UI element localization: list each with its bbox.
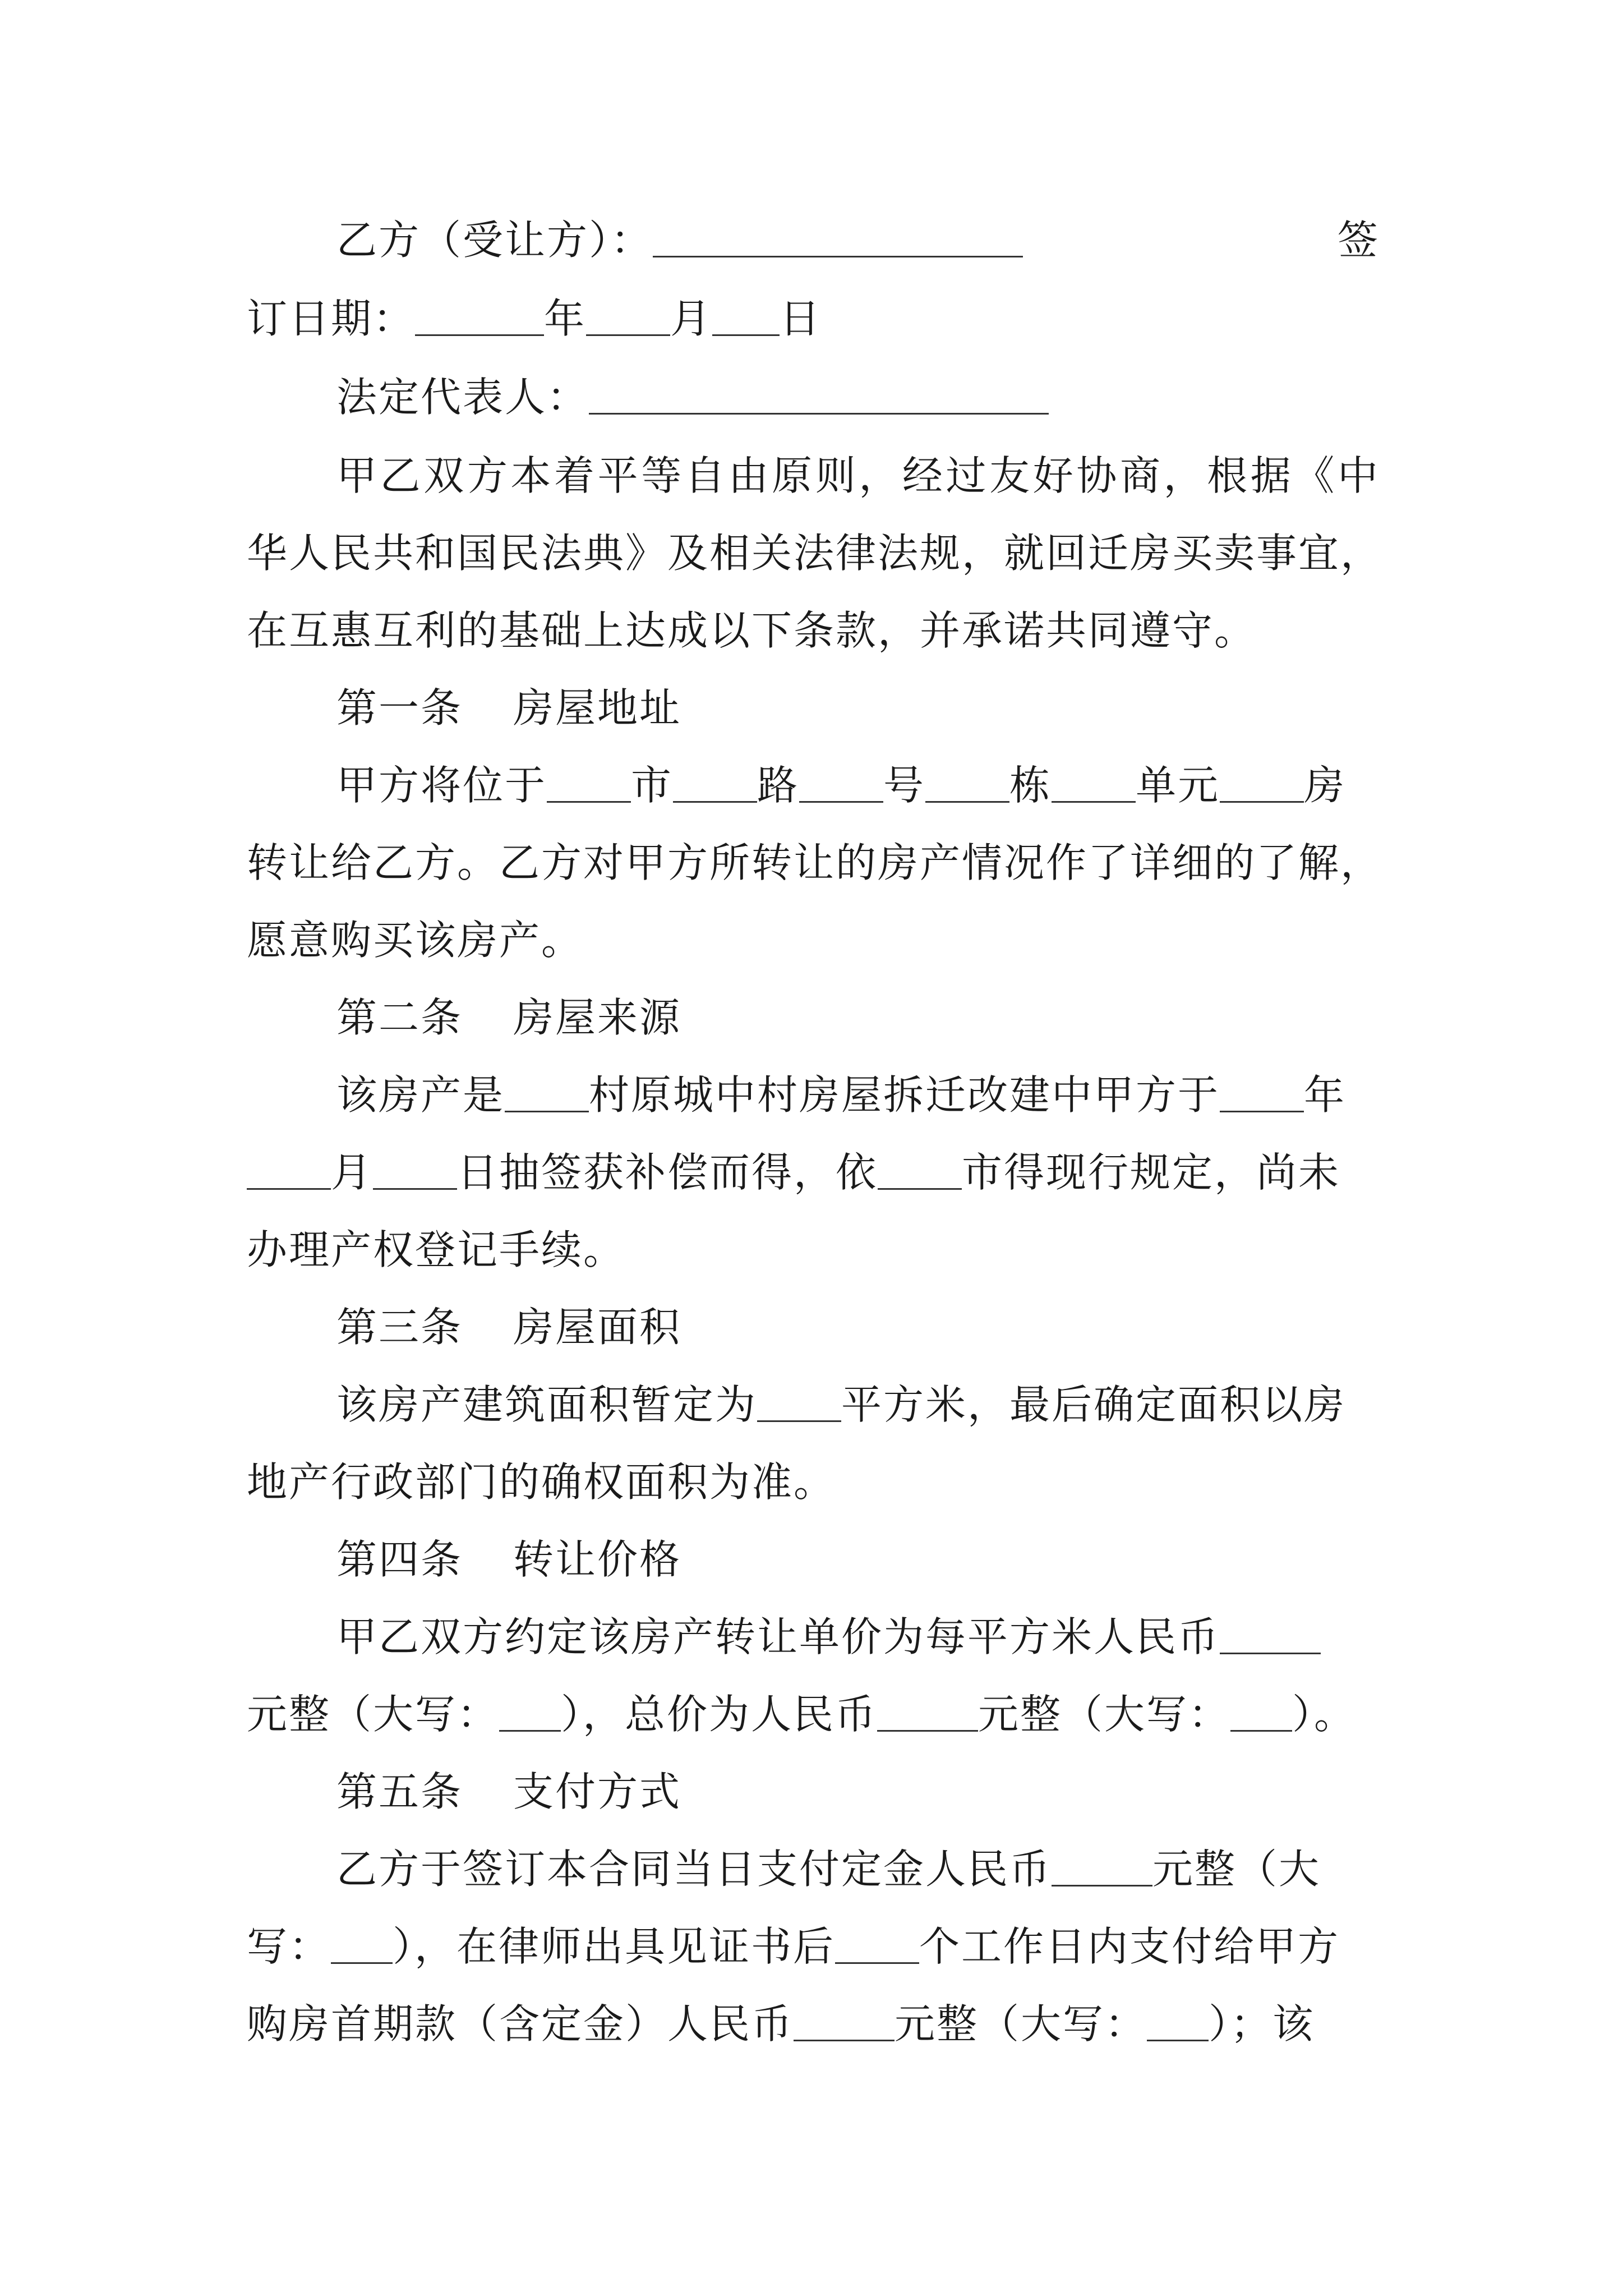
year-label: 年 [1304, 1071, 1347, 1119]
article-2-line-1 [247, 1068, 1380, 1122]
article-4-line-1 [247, 1610, 1380, 1664]
article-5-text: ）；该 [1209, 2000, 1315, 2047]
year-blank[interactable] [415, 300, 544, 336]
article-4-heading [247, 1533, 1380, 1586]
building-blank[interactable] [925, 766, 1009, 803]
article-4-text: ）。 [1292, 1691, 1357, 1738]
article-4-text: 元整（大写： [978, 1691, 1231, 1738]
article-2-text: 村原城中村房屋拆迁改建中甲方于 [589, 1071, 1220, 1119]
article-5-text: 元整（大写： [895, 2000, 1147, 2047]
article-5-text: 乙方于签订本合同当日支付定金人民币 [336, 1846, 1052, 1893]
article-1-title: 房屋地址 [513, 684, 682, 731]
article-5-line-2 [247, 1920, 1380, 1973]
city-label: 市 [631, 762, 674, 809]
day-blank[interactable] [712, 300, 780, 336]
month-label: 月 [670, 295, 713, 342]
total-price-blank[interactable] [877, 1695, 978, 1732]
month-label: 月 [331, 1149, 374, 1196]
month-blank[interactable] [586, 300, 670, 336]
article-2-text: 该房产是 [336, 1071, 505, 1119]
unit-label: 单元 [1136, 762, 1220, 809]
total-price-words-blank[interactable] [1230, 1695, 1292, 1732]
article-4-line-2 [247, 1687, 1380, 1741]
intro-line-1: 甲乙双方本着平等自由原则，经过友好协商，根据《中 [336, 452, 1380, 499]
legal-rep-blank[interactable] [589, 378, 1049, 415]
year-label: 年 [544, 295, 587, 342]
article-1-heading [247, 681, 1380, 735]
regulation-city-blank[interactable] [878, 1153, 962, 1190]
article-1-line-2: 转让给乙方。乙方对甲方所转让的房产情况作了详细的了解， [247, 839, 1383, 886]
article-5-text: ），在律师出具见证书后 [393, 1923, 836, 1970]
article-4-number: 第四条 [336, 1536, 463, 1583]
deposit-blank[interactable] [1052, 1850, 1152, 1887]
lottery-month-blank[interactable] [247, 1153, 331, 1190]
article-5-text: 购房首期款（含定金）人民币 [247, 2000, 794, 2047]
deposit-words-blank[interactable] [331, 1927, 393, 1964]
party-b-label: 乙方（受让方）： [336, 217, 653, 264]
article-5-line-3 [247, 1997, 1380, 2051]
number-blank[interactable] [799, 766, 883, 803]
article-5-text: 写： [247, 1923, 331, 1970]
area-blank[interactable] [757, 1386, 841, 1422]
intro-line-2: 华人民共和国民法典》及相关法律法规，就回迁房买卖事宜， [247, 530, 1383, 577]
working-days-blank[interactable] [835, 1927, 919, 1964]
room-label: 房 [1304, 762, 1347, 809]
article-2-line-3: 办理产权登记手续。 [247, 1226, 626, 1273]
article-3-line-1 [247, 1378, 1380, 1432]
article-2-number: 第二条 [336, 994, 463, 1041]
sign-label-start: 签 [1337, 217, 1380, 264]
unit-blank[interactable] [1052, 766, 1136, 803]
article-3-text: 该房产建筑面积暂定为 [336, 1381, 758, 1428]
intro-line-3: 在互惠互利的基础上达成以下条款，并承诺共同遵守。 [247, 607, 1257, 654]
article-1-line-1 [247, 758, 1380, 812]
article-2-line-2 [247, 1145, 1380, 1199]
article-5-number: 第五条 [336, 1768, 463, 1815]
room-blank[interactable] [1220, 766, 1304, 803]
article-3-line-2: 地产行政部门的确权面积为准。 [247, 1458, 836, 1506]
article-3-heading [247, 1300, 1380, 1354]
article-5-text: 元整（大 [1152, 1846, 1321, 1893]
unit-price-blank[interactable] [1220, 1618, 1321, 1654]
city-blank[interactable] [547, 766, 631, 803]
down-payment-words-blank[interactable] [1147, 2005, 1209, 2041]
village-blank[interactable] [505, 1076, 589, 1112]
article-3-text: 平方米，最后确定面积以房 [841, 1381, 1347, 1428]
article-4-text: ），总价为人民币 [561, 1691, 878, 1738]
down-payment-blank[interactable] [794, 2005, 895, 2041]
lottery-year-blank[interactable] [1220, 1076, 1304, 1112]
sign-date-label: 订日期： [247, 295, 416, 342]
road-label: 路 [757, 762, 800, 809]
party-b-blank[interactable] [653, 221, 1023, 257]
article-1-text: 甲方将位于 [336, 762, 547, 809]
sign-date-line [247, 292, 1380, 346]
article-5-heading [247, 1765, 1380, 1819]
article-2-title: 房屋来源 [513, 994, 682, 1041]
article-4-text: 元整（大写： [247, 1691, 500, 1738]
legal-rep-line [247, 370, 1380, 424]
number-label: 号 [883, 762, 926, 809]
article-4-title: 转让价格 [513, 1536, 682, 1583]
building-label: 栋 [1009, 762, 1052, 809]
legal-rep-label: 法定代表人： [336, 374, 589, 421]
lottery-day-blank[interactable] [373, 1153, 457, 1190]
party-b-line [247, 213, 1380, 267]
article-5-line-1 [247, 1842, 1380, 1896]
article-5-title: 支付方式 [513, 1768, 682, 1815]
article-3-number: 第三条 [336, 1304, 463, 1351]
article-1-number: 第一条 [336, 684, 463, 731]
day-label: 日 [780, 295, 822, 342]
article-4-text: 甲乙双方约定该房产转让单价为每平方米人民币 [336, 1613, 1220, 1660]
road-blank[interactable] [673, 766, 757, 803]
unit-price-words-blank[interactable] [499, 1695, 561, 1732]
article-2-text: 市得现行规定，尚未 [962, 1149, 1341, 1196]
article-3-title: 房屋面积 [513, 1304, 682, 1351]
article-2-text: 日抽签获补偿而得，依 [457, 1149, 878, 1196]
article-2-heading [247, 991, 1380, 1045]
article-5-text: 个工作日内支付给甲方 [919, 1923, 1340, 1970]
article-1-line-3: 愿意购买该房产。 [247, 917, 584, 964]
